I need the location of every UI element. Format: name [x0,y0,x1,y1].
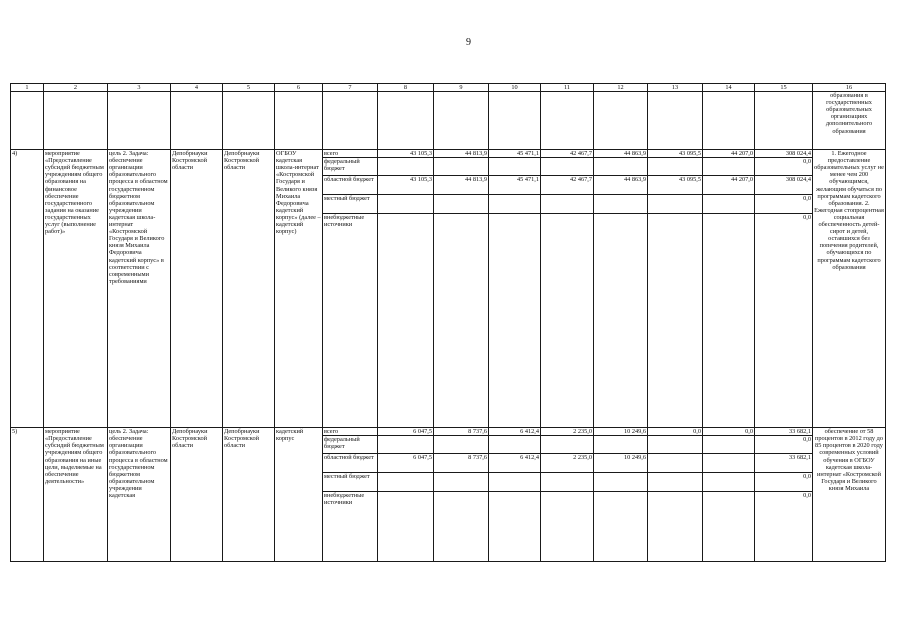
col-header: 1 [11,84,44,92]
task-cell: цель 2. Задача: обеспечение организации образовательного процесса в областном государственном бюджетном образовательном учреждении кадетская школа-интернат «Костромской Государя и Великого князя Михаила Федоровича кадетский корпус» в соответствии с современными требованиями [108,150,171,428]
value-cell [703,454,755,473]
value-cell: 10 249,6 [594,428,648,436]
col-header: 2 [44,84,108,92]
value-cell [378,214,434,428]
page-number: 9 [466,37,471,48]
value-cell: 44 863,9 [594,176,648,195]
result-cell: 1. Ежегодное предоставление образовательных услуг не менее чем 200 обучающимся, желающим обучаться по программам кадетского образования. 2. Ежегодная стопроцентная социальная обеспеченность детей-сирот и детей, оставшихся без попечения родителей, обучающихся по программам кадетского образования [813,150,886,428]
total-cell: 308 024,4 [755,176,813,195]
value-cell [541,473,594,492]
value-cell [434,158,489,176]
total-cell: 33 682,1 [755,428,813,436]
value-cell: 43 105,3 [378,176,434,195]
value-cell [489,158,541,176]
value-cell: 2 235,0 [541,454,594,473]
col-header: 3 [108,84,171,92]
col-header: 12 [594,84,648,92]
value-cell [434,214,489,428]
value-cell [378,195,434,214]
executor-cell: Депобрнауки Костромской области [171,150,223,428]
col-header: 6 [275,84,323,92]
coexecutor-cell: Депобрнауки Костромской области [223,428,275,562]
col-header: 5 [223,84,275,92]
activity-cell: мероприятие «Предоставление субсидий бюджетным учреждениям общего образования на финансовое обеспечение государственного задания на оказание государственных услуг (выполнение работ)» [44,150,108,428]
value-cell [594,195,648,214]
source-name: федеральный бюджет [323,436,378,454]
executor-cell: Депобрнауки Костромской области [171,428,223,562]
col-header: 8 [378,84,434,92]
value-cell [594,473,648,492]
value-cell [434,492,489,562]
col-header: 10 [489,84,541,92]
value-cell: 45 471,1 [489,176,541,195]
value-cell: 42 467,7 [541,150,594,158]
row-number: 4) [11,150,44,428]
result-cell: обеспечение от 58 процентов в 2012 году до 85 процентов в 2020 году современных условий обучения в ОГБОУ кадетская школа-интернат «Костромской Государя и Великого князя Михаила [813,428,886,562]
value-cell [594,158,648,176]
value-cell [434,195,489,214]
value-cell [541,195,594,214]
value-cell: 6 047,5 [378,428,434,436]
col-header: 7 [323,84,378,92]
col-header: 16 [813,84,886,92]
value-cell: 8 737,6 [434,454,489,473]
value-cell: 45 471,1 [489,150,541,158]
value-cell [703,195,755,214]
value-cell [541,214,594,428]
value-cell [648,195,703,214]
col-header: 11 [541,84,594,92]
col-header: 4 [171,84,223,92]
source-name: всего [323,428,378,436]
source-name: областной бюджет [323,176,378,195]
value-cell [541,158,594,176]
source-name: местный бюджет [323,473,378,492]
value-cell: 6 412,4 [489,454,541,473]
result-cell: образования в государственных образовательных организациях дополнительного образования [813,92,886,150]
value-cell [489,195,541,214]
total-cell: 0,0 [755,158,813,176]
value-cell [378,436,434,454]
value-cell: 0,0 [648,428,703,436]
value-cell [648,436,703,454]
value-cell [648,158,703,176]
value-cell [489,214,541,428]
value-cell: 6 412,4 [489,428,541,436]
source-name: внебюджетные источники [323,214,378,428]
value-cell [594,214,648,428]
value-cell: 6 047,5 [378,454,434,473]
value-cell [434,473,489,492]
value-cell: 44 813,9 [434,150,489,158]
value-cell: 2 235,0 [541,428,594,436]
value-cell [489,492,541,562]
total-cell: 0,0 [755,195,813,214]
value-cell [703,492,755,562]
header-row [11,84,886,92]
program-table [10,83,886,562]
value-cell [434,436,489,454]
total-cell: 33 682,1 [755,454,813,473]
value-cell [541,436,594,454]
source-name: федеральный бюджет [323,158,378,176]
col-header: 9 [434,84,489,92]
table-row [11,150,886,158]
total-cell: 308 024,4 [755,150,813,158]
total-cell: 0,0 [755,473,813,492]
value-cell [378,492,434,562]
value-cell [648,492,703,562]
value-cell: 43 095,5 [648,150,703,158]
value-cell: 8 737,6 [434,428,489,436]
value-cell [594,492,648,562]
value-cell: 44 207,0 [703,176,755,195]
total-cell: 0,0 [755,436,813,454]
value-cell: 44 813,9 [434,176,489,195]
row-number: 5) [11,428,44,562]
value-cell: 10 249,6 [594,454,648,473]
value-cell [703,214,755,428]
value-cell [378,158,434,176]
value-cell [378,473,434,492]
col-header: 14 [703,84,755,92]
value-cell [489,473,541,492]
value-cell [648,454,703,473]
value-cell [594,436,648,454]
col-header: 15 [755,84,813,92]
col-header: 13 [648,84,703,92]
table-row [11,428,886,436]
coexecutor-cell: Депобрнауки Костромской области [223,150,275,428]
value-cell [648,473,703,492]
participant-cell: ОГБОУ кадетская школа-интернат «Костромской Государя и Великого князя Михаила Федоровича кадетский корпус» (далее – кадетский корпус) [275,150,323,428]
value-cell: 44 863,9 [594,150,648,158]
value-cell [703,436,755,454]
total-cell: 0,0 [755,492,813,562]
value-cell: 43 095,5 [648,176,703,195]
participant-cell: кадетский корпус [275,428,323,562]
value-cell [541,492,594,562]
value-cell [648,214,703,428]
total-cell: 0,0 [755,214,813,428]
value-cell: 42 467,7 [541,176,594,195]
activity-cell: мероприятие «Предоставление субсидий бюджетным учреждениям общего образования на иные цели, выделяемые на обеспечение деятельности» [44,428,108,562]
source-name: всего [323,150,378,158]
value-cell: 43 105,3 [378,150,434,158]
source-name: внебюджетные источники [323,492,378,562]
value-cell [489,436,541,454]
source-name: областной бюджет [323,454,378,473]
value-cell [703,473,755,492]
value-cell: 0,0 [703,428,755,436]
value-cell [703,158,755,176]
value-cell: 44 207,0 [703,150,755,158]
continuation-row [11,92,886,150]
task-cell: цель 2. Задача: обеспечение организации образовательного процесса в областном государственном бюджетном образовательном учреждении кадетская [108,428,171,562]
source-name: местный бюджет [323,195,378,214]
